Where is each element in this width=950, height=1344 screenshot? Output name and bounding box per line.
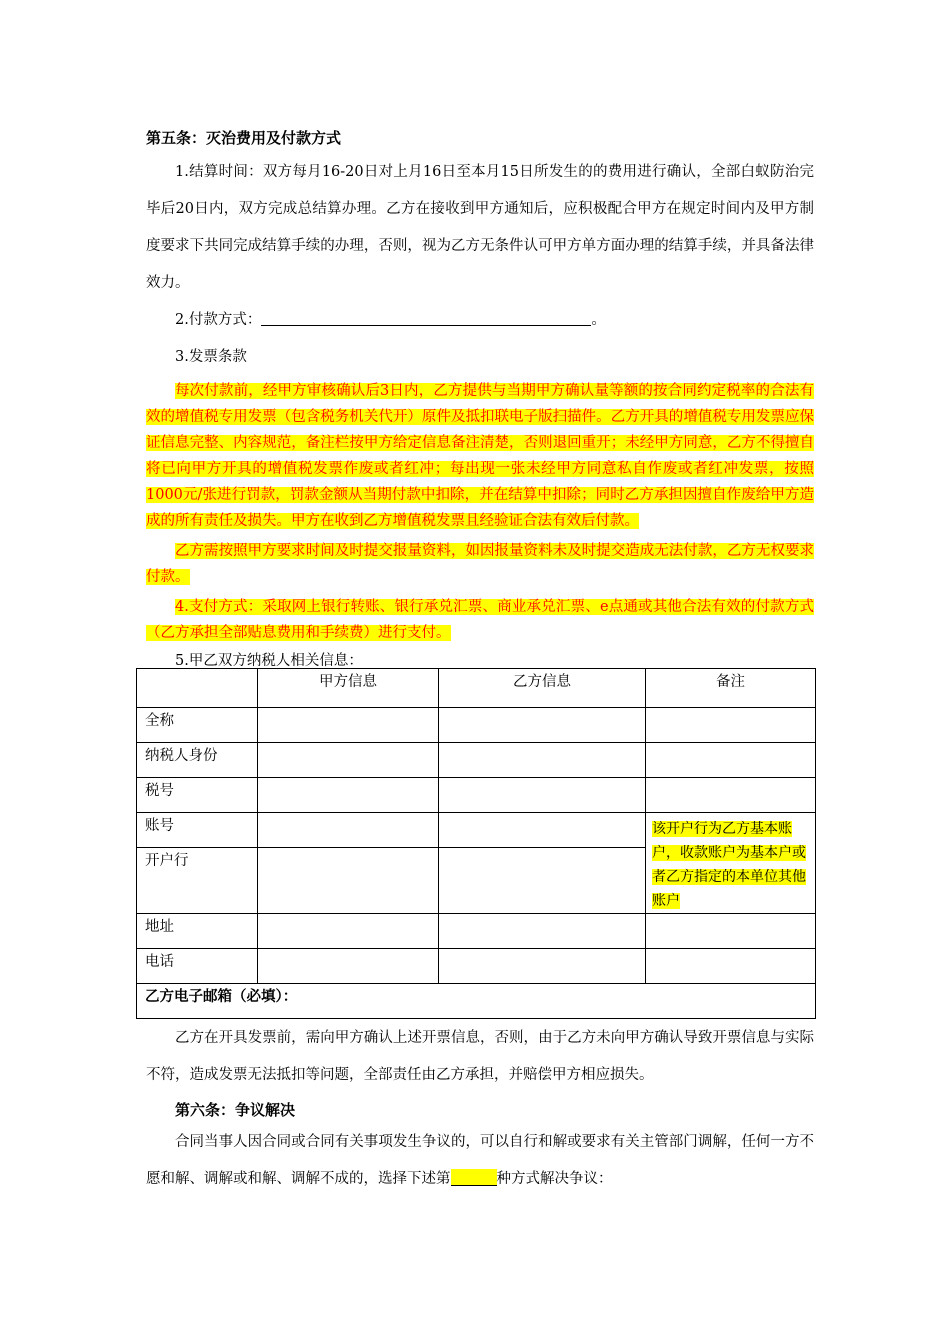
pay-way-paragraph — [146, 594, 814, 646]
party-b-cell[interactable] — [439, 813, 646, 848]
row-label: 全称 — [137, 708, 258, 743]
header-cell: 甲方信息 — [258, 669, 439, 708]
party-a-cell[interactable] — [258, 914, 439, 949]
row-label: 纳税人身份 — [137, 743, 258, 778]
account-note-text: 该开户行为乙方基本账户，收款账户为基本户或者乙方指定的本单位其他账户 — [652, 821, 806, 909]
note-cell — [646, 778, 816, 813]
party-a-cell[interactable] — [258, 708, 439, 743]
header-cell — [137, 669, 258, 708]
settlement-paragraph: 1.结算时间：双方每月16-20日对上月16日至本月15日所发生的的费用进行确认，全部白蚁防治完毕后20日内，双方完成总结算办理。乙方在接收到甲方通知后，应积极配合甲方在规定时间内及甲方制度要求下共同完成结算手续的办理，否则，视为乙方无条件认可甲方单方面办理的结算手续，并具备法律效力。 — [146, 164, 814, 291]
party-a-cell[interactable] — [258, 778, 439, 813]
party-b-cell[interactable] — [439, 743, 646, 778]
row-label: 账号 — [137, 813, 258, 848]
row-label: 税号 — [137, 778, 258, 813]
note-cell — [646, 914, 816, 949]
dispute-text: 合同当事人因合同或合同有关事项发生争议的，可以自行和解或要求有关主管部门调解，任何一方不愿和解、调解或和解、调解不成的，选择下述第 — [146, 1134, 814, 1187]
party-b-cell[interactable] — [439, 848, 646, 914]
party-a-cell[interactable] — [258, 949, 439, 984]
table-row — [137, 743, 816, 778]
report-material-text: 乙方需按照甲方要求时间及时提交报量资料，如因报量资料未及时提交造成无法付款，乙方无权要求付款。 — [146, 543, 814, 585]
party-a-cell[interactable] — [258, 813, 439, 848]
payment-method-blank[interactable] — [261, 309, 591, 326]
row-label: 电话 — [137, 949, 258, 984]
dispute-paragraph — [146, 1124, 814, 1198]
taxpayer-info-table — [136, 668, 816, 1019]
table-row — [137, 914, 816, 949]
party-a-cell[interactable] — [258, 743, 439, 778]
after-table-section — [146, 1020, 814, 1198]
pay-way-text: 4.支付方式：采取网上银行转账、银行承兑汇票、商业承兑汇票、e点通或其他合法有效的付款方式（乙方承担全部贴息费用和手续费）进行支付。 — [146, 599, 814, 641]
tax-info-title: 5.甲乙双方纳税人相关信息： — [175, 653, 363, 669]
party-b-cell[interactable] — [439, 778, 646, 813]
note-cell — [646, 743, 816, 778]
table-row — [137, 778, 816, 813]
table-row — [137, 949, 816, 984]
table-row — [137, 708, 816, 743]
row-label: 开户行 — [137, 848, 258, 914]
invoice-clause-text: 每次付款前，经甲方审核确认后3日内，乙方提供与当期甲方确认量等额的按合同约定税率的合法有效的增值税专用发票（包含税务机关代开）原件及抵扣联电子版扫描件。乙方开具的增值税专用发票应保证信息完整、内容规范，备注栏按甲方给定信息备注清楚，否则退回重开；未经甲方同意，乙方不得擅自将已向甲方开具的增值税发票作废或者红冲；每出现一张未经甲方同意私自作废或者红冲发票，按照1000元/张进行罚款，罚款金额从当期付款中扣除，并在结算中扣除；同时乙方承担因擅自作废给甲方造成的所有责任及损失。甲方在收到乙方增值税发票且经验证合法有效后付款。 — [146, 383, 814, 529]
table-row — [137, 813, 816, 848]
payment-method-label: 2.付款方式： — [175, 312, 262, 328]
dispute-choice-blank[interactable] — [451, 1169, 497, 1186]
section-5 — [146, 120, 814, 676]
header-cell: 乙方信息 — [439, 669, 646, 708]
report-material-paragraph — [146, 538, 814, 590]
party-b-cell[interactable] — [439, 914, 646, 949]
table-header-row — [137, 669, 816, 708]
invoice-clause-paragraph — [146, 378, 814, 534]
confirm-info-paragraph: 乙方在开具发票前，需向甲方确认上述开票信息，否则，由于乙方未向甲方确认导致开票信息与实际不符，造成发票无法抵扣等问题，全部责任由乙方承担，并赔偿甲方相应损失。 — [146, 1030, 814, 1083]
dispute-text-end: 种方式解决争议： — [496, 1171, 613, 1187]
account-note-cell — [646, 813, 816, 914]
table-row — [137, 984, 816, 1019]
party-b-cell[interactable] — [439, 949, 646, 984]
note-cell — [646, 949, 816, 984]
row-label: 地址 — [137, 914, 258, 949]
payment-method-end: 。 — [591, 312, 606, 328]
party-b-cell[interactable] — [439, 708, 646, 743]
section-5-title: 第五条：灭治费用及付款方式 — [146, 129, 342, 147]
email-row-label: 乙方电子邮箱（必填）： — [137, 984, 816, 1019]
note-cell — [646, 708, 816, 743]
party-a-cell[interactable] — [258, 848, 439, 914]
header-cell: 备注 — [646, 669, 816, 708]
section-6-title: 第六条：争议解决 — [175, 1101, 296, 1119]
invoice-clause-title: 3.发票条款 — [175, 349, 247, 365]
payment-method-line — [146, 302, 814, 339]
